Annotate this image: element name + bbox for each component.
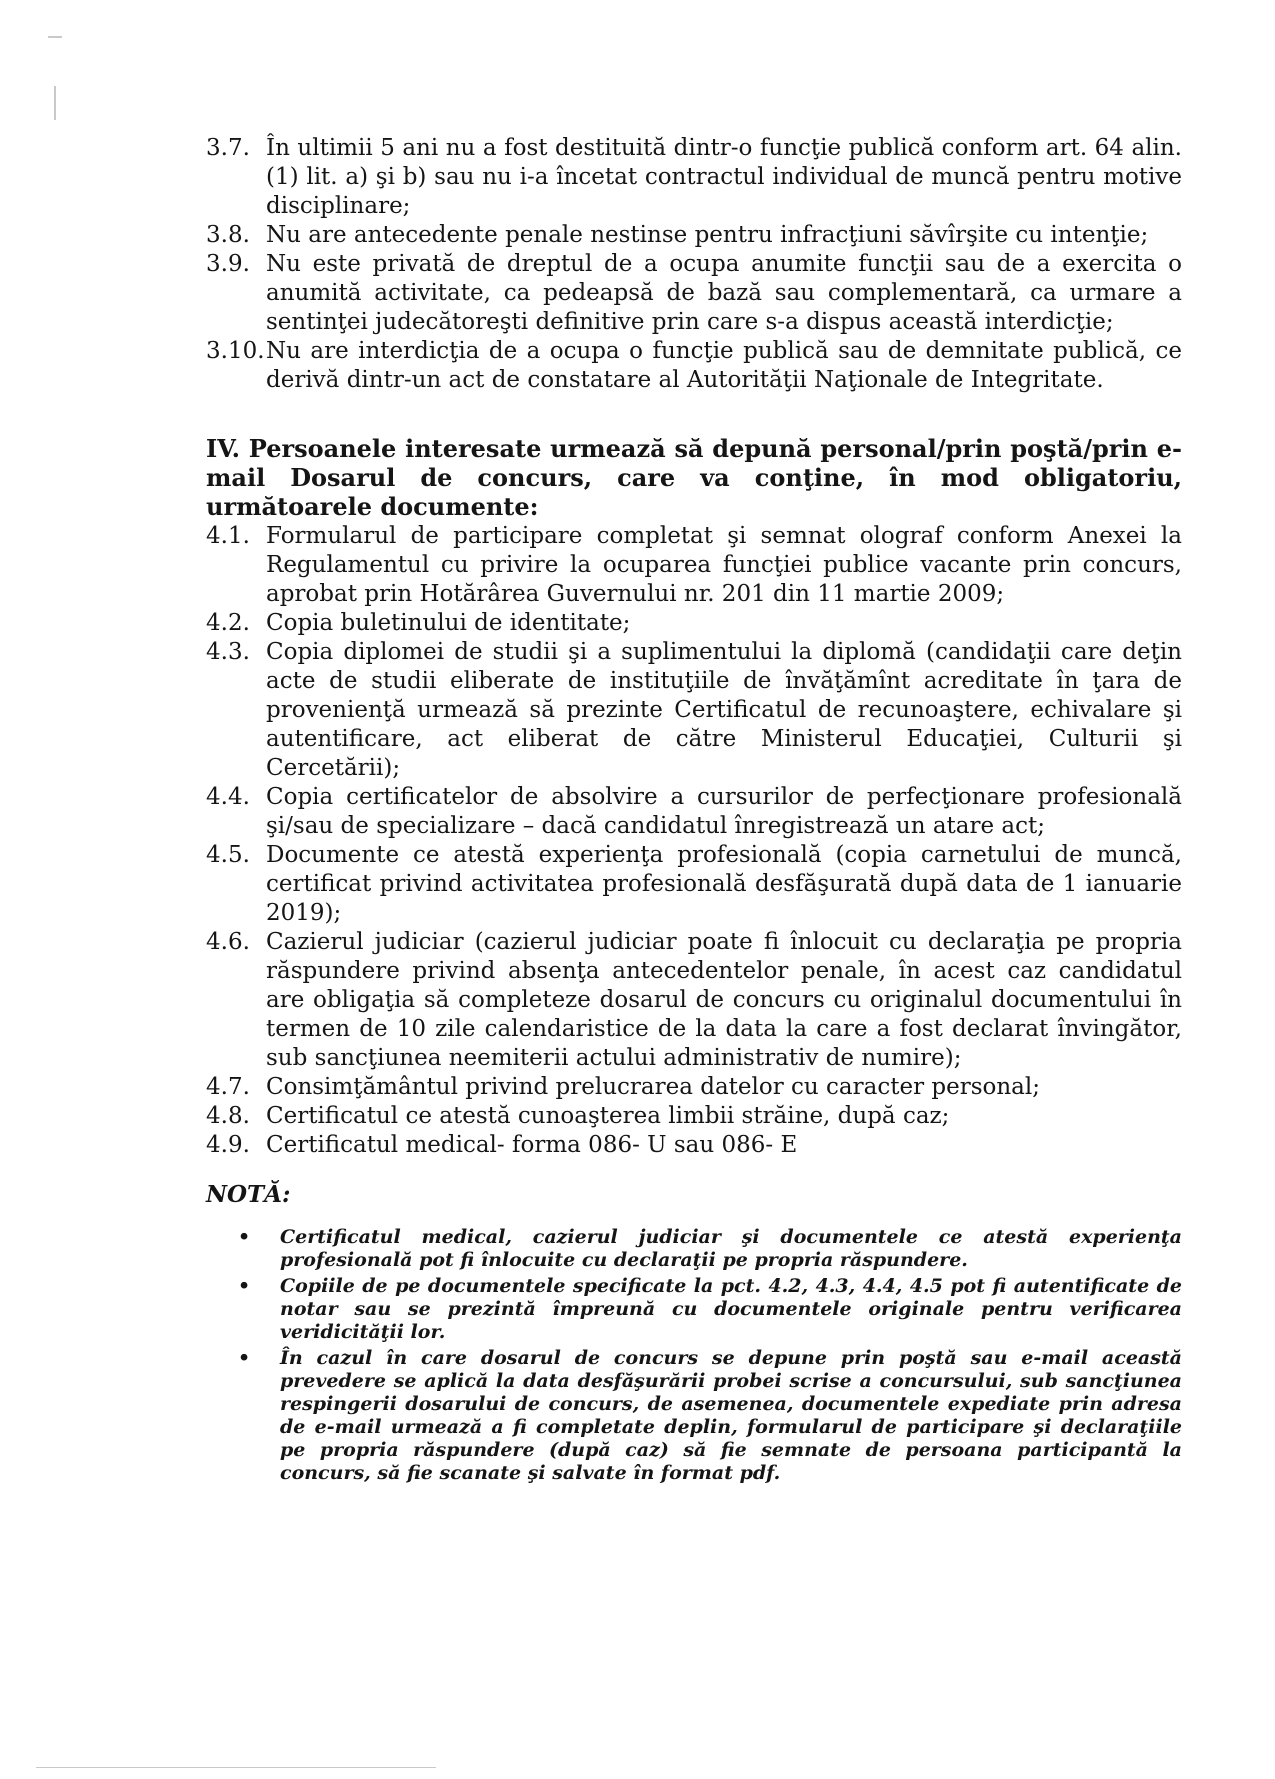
item-number: 4.2. — [206, 610, 250, 636]
item-text: Consimţământul privind prelucrarea datelor cu caracter personal; — [266, 1074, 1040, 1100]
item-number: 3.9. — [206, 251, 250, 277]
list-item-4-1 — [206, 522, 1182, 609]
list-item-3-10 — [206, 337, 1182, 395]
note-text: Certificatul medical, cazierul judiciar şi documentele ce atestă experienţa profesională pot fi înlocuite cu declaraţii pe propria răspundere. — [280, 1226, 1182, 1271]
note-text: Copiile de pe documentele specificate la pct. 4.2, 4.3, 4.4, 4.5 pot fi autentificate de notar sau se prezintă împreună cu documentele originale pentru verificarea veridicităţii lor. — [280, 1275, 1182, 1343]
bullet-icon: • — [238, 1347, 251, 1369]
list-item-4-6 — [206, 928, 1182, 1073]
item-number: 3.10. — [206, 338, 265, 364]
list-item-4-2 — [206, 609, 1182, 638]
item-text: Nu este privată de dreptul de a ocupa anumite funcţii sau de a exercita o anumită activitate, ca pedeapsă de bază sau complementară, ca urmare a sentinţei judecătoreşti definitive prin care s-a dispus această interdicţie; — [266, 251, 1182, 335]
bullet-icon: • — [238, 1226, 251, 1248]
item-number: 4.4. — [206, 784, 250, 810]
list-item-3-7 — [206, 134, 1182, 221]
item-text: Nu are interdicţia de a ocupa o funcţie publică sau de demnitate publică, ce derivă dintr-un act de constatare al Autorităţii Naţionale de Integritate. — [266, 338, 1182, 393]
note-item — [238, 1347, 1182, 1485]
scan-artifact-bottom — [36, 1767, 436, 1768]
section-3-list — [206, 134, 1182, 395]
note-item — [238, 1226, 1182, 1272]
item-text: În ultimii 5 ani nu a fost destituită dintr-o funcţie publică conform art. 64 alin. (1) lit. a) şi b) sau nu i-a încetat contractul individual de muncă pentru motive disciplinare; — [266, 135, 1182, 219]
item-text: Certificatul ce atestă cunoaşterea limbii străine, după caz; — [266, 1103, 950, 1129]
list-item-3-8 — [206, 221, 1182, 250]
item-text: Nu are antecedente penale nestinse pentru infracţiuni săvîrşite cu intenţie; — [266, 222, 1149, 248]
list-item-4-8 — [206, 1102, 1182, 1131]
note-title: NOTĂ: — [206, 1181, 291, 1208]
section-4-list — [206, 522, 1182, 1160]
item-number: 4.5. — [206, 842, 250, 868]
item-text: Copia certificatelor de absolvire a cursurilor de perfecţionare profesională şi/sau de specializare – dacă candidatul înregistrează un atare act; — [266, 784, 1182, 839]
item-text: Copia buletinului de identitate; — [266, 610, 631, 636]
list-item-4-3 — [206, 638, 1182, 783]
note-item — [238, 1275, 1182, 1344]
item-number: 4.6. — [206, 929, 250, 955]
list-item-3-9 — [206, 250, 1182, 337]
list-item-4-9 — [206, 1131, 1182, 1160]
item-number: 4.7. — [206, 1074, 250, 1100]
scan-artifact-side — [54, 86, 56, 120]
section-4-heading: IV. Persoanele interesate urmează să depună personal/prin poştă/prin e-mail Dosarul de concurs, care va conţine, în mod obligatoriu, următoarele documente: — [206, 434, 1182, 521]
item-text: Formularul de participare completat şi semnat olograf conform Anexei la Regulamentul cu privire la ocuparea funcţiei publice vacante prin concurs, aprobat prin Hotărârea Guvernului nr. 201 din 11 martie 2009; — [266, 523, 1182, 607]
list-item-4-5 — [206, 841, 1182, 928]
note-list — [238, 1226, 1182, 1488]
item-number: 4.8. — [206, 1103, 250, 1129]
item-number: 4.1. — [206, 523, 250, 549]
item-text: Certificatul medical- forma 086- U sau 086- E — [266, 1132, 798, 1158]
item-number: 3.7. — [206, 135, 250, 161]
note-text: În cazul în care dosarul de concurs se depune prin poştă sau e-mail această prevedere se aplică la data desfăşurării probei scrise a concursului, sub sancţiunea respingerii dosarului de concurs, de asemenea, documentele expediate prin adresa de e-mail urmează a fi completate deplin, formularul de participare şi declaraţiile pe propria răspundere (după caz) să fie semnate de persoana participantă la concurs, să fie scanate şi salvate în format pdf. — [280, 1347, 1182, 1484]
item-number: 3.8. — [206, 222, 250, 248]
item-text: Documente ce atestă experienţa profesională (copia carnetului de muncă, certificat privind activitatea profesională desfăşurată după data de 1 ianuarie 2019); — [266, 842, 1182, 926]
item-text: Copia diplomei de studii şi a suplimentului la diplomă (candidaţii care deţin acte de studii eliberate de instituţiile de învăţămînt acreditate în ţara de provenienţă urmează să prezinte Certificatul de recunoaştere, echivalare şi autentificare, act eliberat de către Ministerul Educaţiei, Culturii şi Cercetării); — [266, 639, 1182, 781]
item-number: 4.9. — [206, 1132, 250, 1158]
item-text: Cazierul judiciar (cazierul judiciar poate fi înlocuit cu declaraţia pe propria răspundere privind absenţa antecedentelor penale, în acest caz candidatul are obligaţia să completeze dosarul de concurs cu originalul documentului în termen de 10 zile calendaristice de la data la care a fost declarat învingător, sub sancţiunea neemiterii actului administrativ de numire); — [266, 929, 1182, 1071]
bullet-icon: • — [238, 1275, 251, 1297]
list-item-4-4 — [206, 783, 1182, 841]
item-number: 4.3. — [206, 639, 250, 665]
list-item-4-7 — [206, 1073, 1182, 1102]
scan-artifact-top — [48, 36, 62, 38]
